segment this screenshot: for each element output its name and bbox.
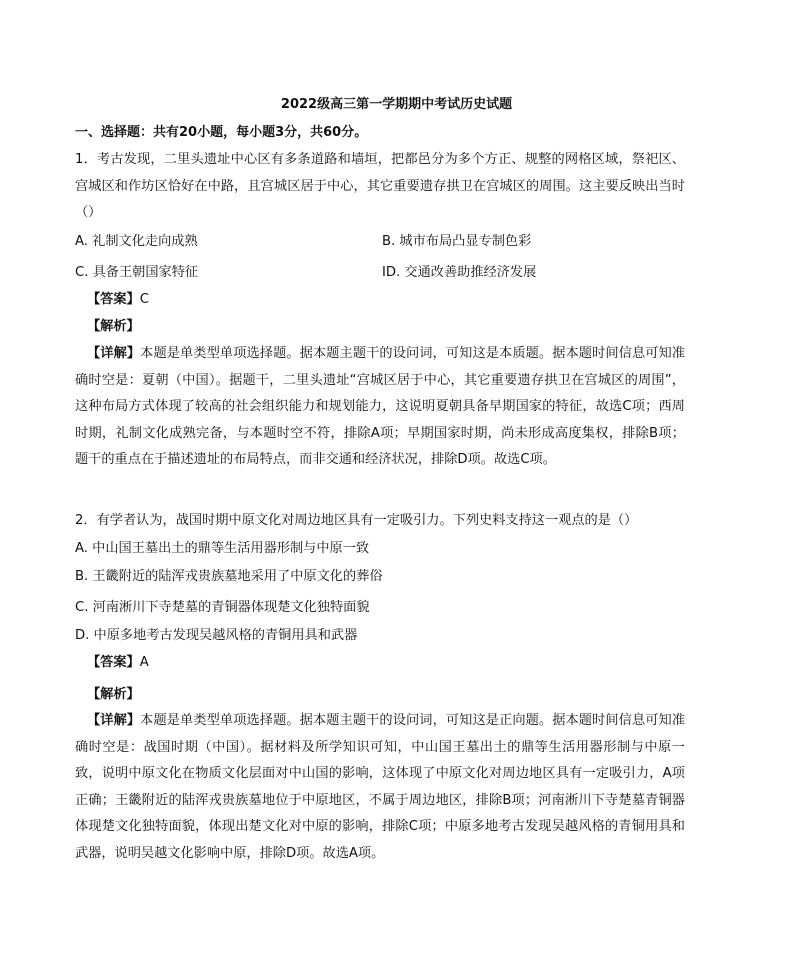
question-2-detail [75, 708, 685, 867]
question-1-option-c: C. 具备王朝国家特征 [75, 265, 199, 280]
page-title: 2022级高三第一学期期中考试历史试题 [280, 97, 513, 112]
detail-text: 本题是单类型单项选择题。据本题主题干的设问词，可知这是正向题。据本题时间信息可知准确时空是：战国时期（中国）。据材料及所学知识可知，中山国王墓出土的鼎等生活用器形制与中原一致，说明中原文化在物质文化层面对中山国的影响，这体现了中原文化对周边地区具有一定吸引力，A项正确；王畿附近的陆浑戎贵族墓地位于中原地区，不属于周边地区，排除B项；河南淅川下寺楚墓青铜器体现楚文化独特面貌，体现出楚文化对中原的影响，排除C项；中原多地考古发现吴越风格的青铜用具和武器，说明吴越文化影响中原，排除D项。故选A项。 [75, 713, 686, 861]
answer-value: C [139, 292, 149, 307]
question-1-option-a: A. 礼制文化走向成熟 [75, 234, 198, 249]
question-1-option-d: ID. 交通改善助推经济发展 [382, 265, 537, 280]
detail-text: 本题是单类型单项选择题。据本题主题干的设问词，可知这是本质题。据本题时间信息可知准确时空是：夏朝（中国）。据题干，二里头遗址“宫城区居于中心，其它重要遗存拱卫在宫城区的周围”，这种布局方式体现了较高的社会组织能力和规划能力，这说明夏朝具备早期国家的特征，故选C项；西周时期，礼制文化成熟完备，与本题时空不符，排除A项；早期国家时期，尚未形成高度集权，排除B项；题干的重点在于描述遗址的布局特点，而非交通和经济状况，排除D项。故选C项。 [75, 346, 686, 467]
question-2-analysis-label [87, 686, 140, 704]
question-1-analysis-label [87, 318, 140, 336]
question-2-stem: 2．有学者认为，战国时期中原文化对周边地区具有一定吸引力。下列史料支持这一观点的是（） [75, 513, 638, 528]
answer-value: A [139, 655, 149, 670]
analysis-label: 【解析】 [87, 687, 140, 702]
question-2-option-d: D. 中原多地考古发现吴越风格的青铜用具和武器 [75, 628, 358, 643]
question-1-stem: 1．考古发现，二里头遗址中心区有多条道路和墙垣，把都邑分为多个方正、规整的网格区域，祭祀区、宫城区和作坊区恰好在中路，且宫城区居于中心，其它重要遗存拱卫在宫城区的周围。这主要反映出当时（） [75, 152, 685, 220]
question-2-option-b: B. 王畿附近的陆浑戎贵族墓地采用了中原文化的葬俗 [75, 569, 383, 584]
detail-label: 【详解】 [87, 713, 141, 728]
question-1-answer [87, 291, 149, 309]
question-1-option-b: B. 城市布局凸显专制色彩 [382, 234, 532, 249]
section-heading: 一、选择题：共有20小题，每小题3分，共60分。 [75, 125, 368, 140]
question-2-option-a: A. 中山国王墓出土的鼎等生活用器形制与中原一致 [75, 541, 370, 556]
analysis-label: 【解析】 [87, 319, 140, 334]
answer-label: 【答案】 [87, 292, 140, 307]
detail-label: 【详解】 [87, 346, 141, 361]
answer-label: 【答案】 [87, 655, 140, 670]
question-2-answer [87, 654, 149, 672]
question-1-detail [75, 341, 685, 474]
question-2-option-c: C. 河南淅川下寺楚墓的青铜器体现楚文化独特面貌 [75, 600, 370, 615]
